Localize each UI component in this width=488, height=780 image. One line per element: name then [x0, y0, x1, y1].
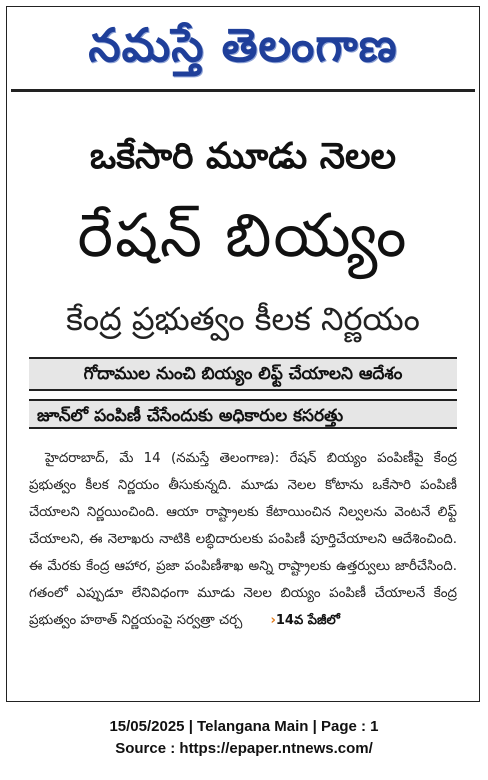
continued-text: 14వ పేజీలో	[275, 613, 340, 628]
newspaper-clipping	[6, 6, 480, 702]
masthead-divider	[11, 89, 475, 92]
subheadline: కేంద్ర ప్రభుత్వం కీలక నిర్ణయం	[66, 300, 420, 338]
continued-arrow-icon: ›	[270, 613, 276, 628]
continued-marker	[255, 607, 340, 634]
highlight-bar-2: జూన్‌లో పంపిణీ చేసేందుకు అధికారుల కసరత్తు	[29, 399, 457, 429]
headline-line-2: రేషన్ బియ్యం	[77, 201, 409, 271]
footer-source: Source : https://epaper.ntnews.com/	[115, 740, 373, 757]
article-body	[29, 445, 457, 634]
page-footer	[0, 716, 488, 760]
headline-line-1: ఒకేసారి మూడు నెలల	[89, 136, 397, 177]
footer-edition-info: 15/05/2025 | Telangana Main | Page : 1	[109, 718, 379, 735]
highlight-bar-1: గోదాముల నుంచి బియ్యం లిఫ్ట్ చేయాలని ఆదేశం	[29, 357, 457, 391]
article-body-text: హైదరాబాద్, మే 14 (నమస్తే తెలంగాణ): రేషన్ బియ్యం పంపిణీపై కేంద్ర ప్రభుత్వం కీలక నిర్ణయం తీసుకున్నది. మూడు నెలల కోటాను ఒకేసారి పంపిణీ చేయాలని నిర్ణయించింది. ఆయా రాష్ట్రాలకు కేటాయించిన నిల్వలను వెంటనే లిఫ్ట్ చేయాలని, ఈ నెలాఖరు నాటికి లబ్ధిదారులకు పంపిణీ పూర్తిచేయాలని ఆదేశించింది. ఈ మేరకు కేంద్ర ఆహార, ప్రజా పంపిణీశాఖ అన్ని రాష్ట్రాలకు ఉత్తర్వులు జారీచేసింది. గతంలో ఎప్పుడూ లేనివిధంగా మూడు నెలల బియ్యం పంపిణీ చేయాలనే కేంద్ర ప్రభుత్వం హఠాత్ నిర్ణయంపై సర్వత్రా చర్చ	[29, 451, 457, 628]
masthead-title: నమస్తే తెలంగాణ	[88, 18, 398, 72]
